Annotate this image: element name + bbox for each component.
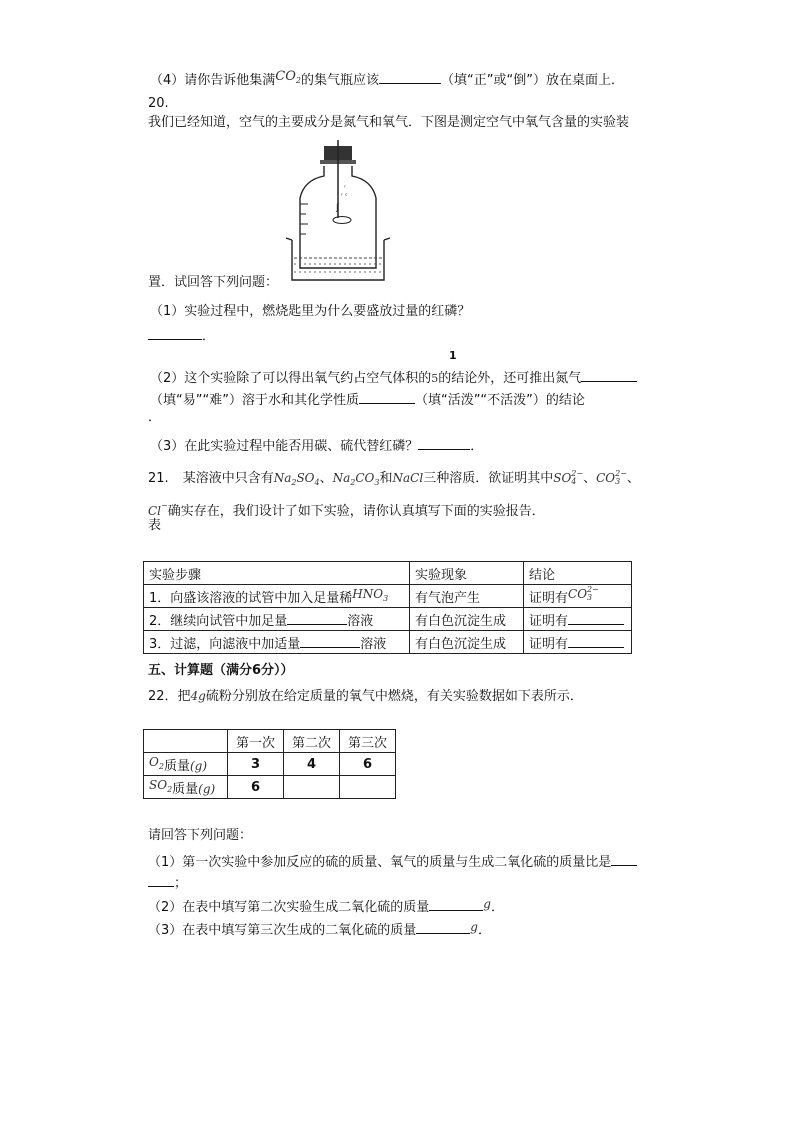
answer-blank[interactable] (611, 851, 637, 866)
fraction-numerator: 1 (449, 349, 457, 362)
table-row: $SO_2$质量(g) 6 (144, 776, 396, 799)
chloride-ion: Cl− (148, 501, 168, 518)
table-row: $O_2$质量(g) 3 4 6 (144, 753, 396, 776)
step-cell: 3．过滤，向滤液中加适量 溶液 (144, 631, 410, 654)
oxygen-measurement-apparatus-figure (286, 140, 390, 282)
header-conclusion: 结论 (524, 562, 632, 585)
table-row (144, 608, 632, 631)
sulfate-ion: SO 2− 4 (553, 469, 584, 486)
observation-cell: 有白色沉淀生成 (410, 631, 524, 654)
q22-sub3: （3）在表中填写第三次生成的二氧化硫的质量 g． (148, 920, 491, 938)
table-header-row: 第一次 第二次 第三次 (144, 730, 396, 753)
q20-number: 20. (148, 96, 169, 111)
q20-sub3: （3）在此实验过程中能否用碳、硫代替红磷？ ． (150, 435, 483, 456)
table-header-row (144, 562, 632, 585)
sulfur-combustion-table (143, 729, 396, 799)
conclusion-cell: 证明有 (524, 608, 632, 631)
table-row (144, 631, 632, 654)
experiment-report-table (143, 561, 632, 654)
answer-blank[interactable] (359, 389, 415, 404)
q20-intro: 我们已经知道，空气的主要成分是氮气和氧气．下图是测定空气中氧气含量的实验装 (148, 115, 630, 130)
answer-blank[interactable] (568, 633, 624, 648)
nacl-formula: NaCl (392, 471, 424, 485)
answer-blank[interactable] (429, 896, 483, 911)
answer-blank[interactable] (568, 610, 624, 625)
q20-sub2: （2）这个实验除了可以得出氧气约占空气体积的5的结论外，还可推出氮气 (150, 367, 637, 388)
na2co3-formula: $Na_2CO_3$ (332, 471, 380, 487)
q21-line2: Cl−确实存在，我们设计了如下实验，请你认真填写下面的实验报告． (148, 501, 545, 519)
header-step: 实验步骤 (144, 562, 410, 585)
answer-blank[interactable] (379, 69, 441, 84)
answer-blank[interactable] (418, 435, 470, 450)
answer-blank[interactable] (287, 610, 347, 625)
table-row (144, 585, 632, 608)
table-label: 表 (148, 518, 162, 533)
co2-formula: $CO_2$ (275, 69, 301, 85)
conclusion-cell: 证明有CO 2− 3 (524, 585, 632, 608)
observation-cell: 有气泡产生 (410, 585, 524, 608)
q22-sub1-cont: ； (148, 872, 187, 893)
q20-sub2-cont: （填“易”“难”）溶于水和其化学性质 （填“活泼”“不活泼”）的结论 (150, 389, 585, 410)
answer-blank[interactable] (300, 633, 360, 648)
fraction-denominator: 5 (431, 372, 439, 385)
q22-sub1: （1）第一次实验中参加反应的硫的质量、氧气的质量与生成二氧化硫的质量比是 (148, 851, 637, 872)
step-cell: 2．继续向试管中加足量 溶液 (144, 608, 410, 631)
q20-intro-end: 置．试回答下列问题： (148, 275, 279, 290)
svg-text:ʳ ᶜ: ʳ ᶜ (341, 192, 348, 200)
q20-sub1: （1）实验过程中，燃烧匙里为什么要盛放过量的红磷？ (150, 304, 471, 319)
answer-blank[interactable] (416, 919, 470, 934)
q20-sub1-answer: ． (148, 325, 215, 346)
answer-blank[interactable] (148, 325, 202, 340)
carbonate-ion: CO 2− 3 (568, 585, 599, 602)
q19-part4: （4）请你告诉他集满$CO_2$的集气瓶应该 （填“正”或“倒”）放在桌面上． (150, 69, 624, 88)
answer-cell[interactable] (284, 776, 340, 799)
carbonate-ion: CO 2− 3 (596, 469, 627, 486)
q20-sub2-end: ． (148, 410, 162, 425)
observation-cell: 有白色沉淀生成 (410, 608, 524, 631)
answer-blank[interactable] (581, 367, 637, 382)
q22-sub2: （2）在表中填写第二次实验生成二氧化硫的质量 g． (148, 897, 504, 915)
na2so4-formula: $Na_2SO_4$ (273, 471, 320, 487)
q22-intro: 22．把4g硫粉分别放在给定质量的氧气中燃烧，有关实验数据如下表所示． (148, 689, 583, 704)
q21-line1: 21. 某溶液中只含有$Na_2SO_4$、$Na_2CO_3$和NaCl三种溶质．欲证明其中SO 2− 4 、CO 2− 3 、 (148, 469, 640, 487)
answer-blank[interactable] (148, 872, 174, 887)
q22-answer-intro: 请回答下列问题： (148, 828, 253, 843)
so2-mass-label: $SO_2$质量(g) (144, 776, 228, 799)
o2-mass-label: $O_2$质量(g) (144, 753, 228, 776)
svg-text:ʃ: ʃ (336, 203, 340, 213)
conclusion-cell: 证明有 (524, 631, 632, 654)
step-cell: 1．向盛该溶液的试管中加入足量稀$HNO_3$ (144, 585, 410, 608)
section-title: 五、计算题（满分6分）） (148, 663, 294, 678)
svg-text:ʳ: ʳ (344, 184, 346, 192)
header-observation: 实验现象 (410, 562, 524, 585)
answer-cell[interactable] (340, 776, 396, 799)
